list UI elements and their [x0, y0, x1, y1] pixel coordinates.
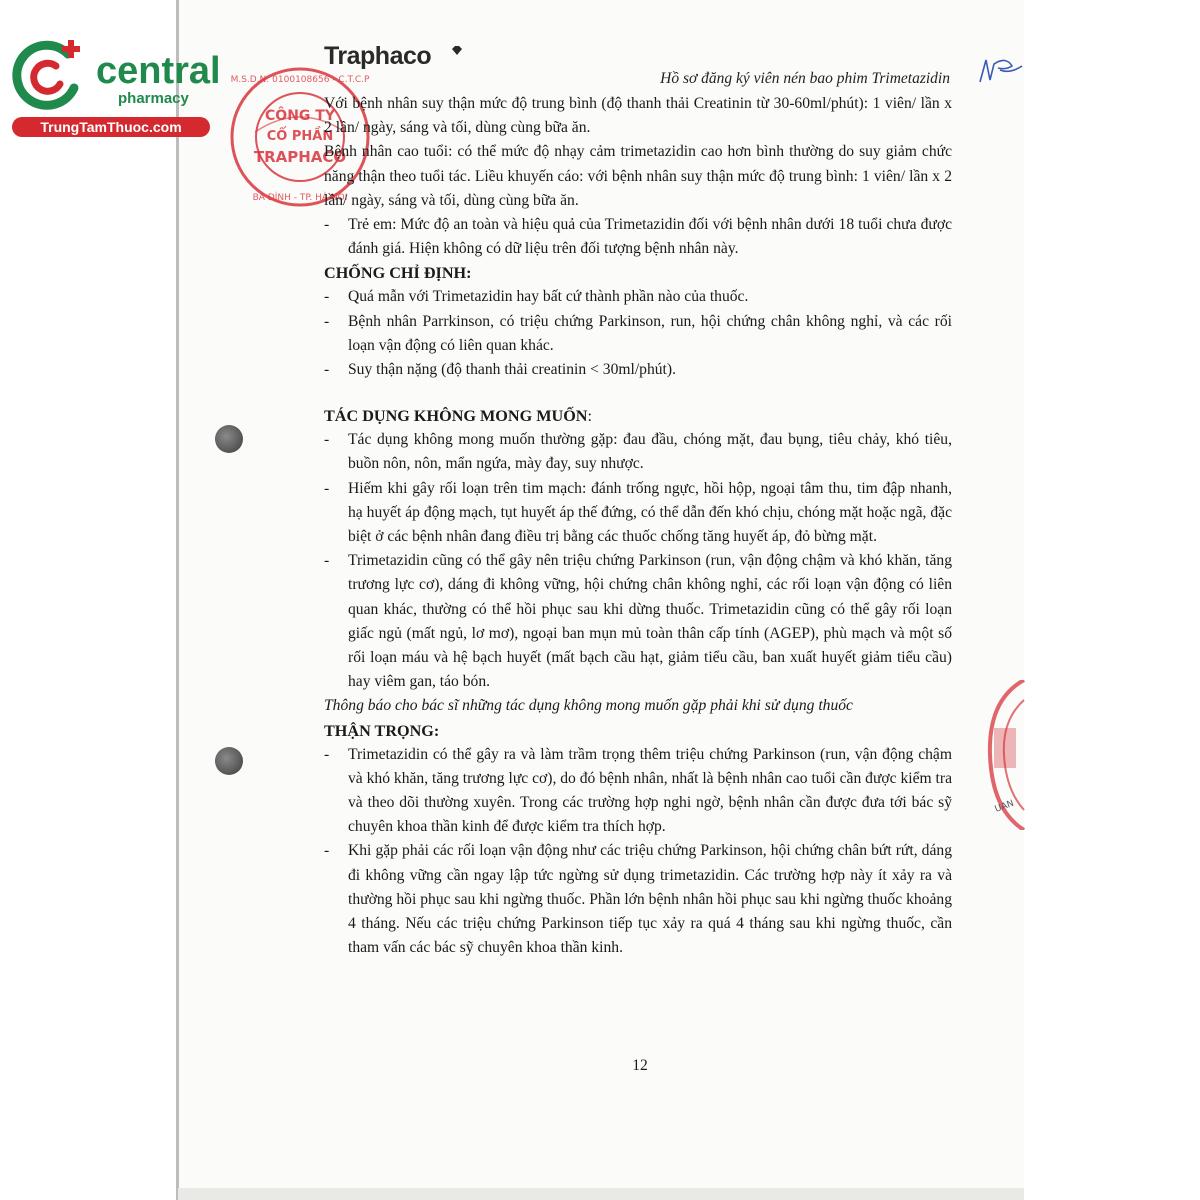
renal-dosage-paragraph: Với bệnh nhân suy thận mức độ trung bình (độ thanh thải Creatinin từ 30-60ml/phút): 1 viên/ lần x 2 lần/ ngày, sáng và tối, dùng cùng bữa ăn.: [324, 95, 952, 137]
document-reference: Hồ sơ đăng ký viên nén bao phim Trimetazidin: [660, 70, 950, 87]
svg-text:CÔNG TY: CÔNG TY: [265, 108, 335, 124]
list-item: - Hiếm khi gây rối loạn trên tim mạch: đánh trống ngực, hồi hộp, ngoại tâm thu, tim đập nhanh, hạ huyết áp động mạch, tụt huyết áp thế đứng, có thể dẫn đến khó chịu, chóng mặt hoặc ngã, đặc biệt ở các bệnh nhân đang điều trị bằng các thuốc chống tăng huyết áp, đỏ bừng mặt.: [324, 479, 952, 546]
adverse-effects-notice: Thông báo cho bác sĩ những tác dụng không mong muốn gặp phải khi sử dụng thuốc: [324, 697, 853, 715]
logo-wordmark: central: [96, 50, 221, 92]
list-item: - Tác dụng không mong muốn thường gặp: đau đầu, chóng mặt, đau bụng, tiêu chảy, khó tiêu, buồn nôn, nôn, mẩn ngứa, mày đay, suy nhược.: [324, 431, 952, 473]
adverse-effects-heading: TÁC DỤNG KHÔNG MONG MUỐN:: [324, 407, 592, 426]
list-item: - Trimetazidin cũng có thể gây nên triệu chứng Parkinson (run, vận động chậm và khó khăn, tăng trương lực cơ), dáng đi không vững, hội chứng chân không nghỉ, các rối loạn vận động có liên quan khác, thường có thể hồi phục sau khi dừng thuốc. Trimetazidin cũng có thể gây rối loạn giấc ngủ (mất ngủ, lơ mơ), ngoại ban mụn mủ toàn thân cấp tính (AGEP), phù mạch và một số rối loạn máu và hệ bạch huyết (mất bạch cầu hạt, giảm tiểu cầu, ban xuất huyết giảm tiểu cầu) hay viêm gan, táo bón.: [324, 552, 952, 691]
svg-text:M.S.D.N: 0100108656 - C.T.C.P: M.S.D.N: 0100108656 - C.T.C.P: [230, 75, 370, 85]
partial-side-stamp: [984, 680, 1026, 830]
page-number: 12: [632, 1057, 648, 1074]
page-bottom-edge: [178, 1188, 1024, 1200]
elderly-dosage-paragraph: Bệnh nhân cao tuổi: có thể mức độ nhạy cảm trimetazidin cao hơn bình thường do suy giảm chức năng thận theo tuổi tác. Liều khuyến cáo: với bệnh nhân suy thận mức độ trung bình: 1 viên/ lần x 2 lần/ ngày, sáng và tối, dùng cùng bữa ăn.: [324, 143, 952, 209]
list-item: - Khi gặp phải các rối loạn vận động như các triệu chứng Parkinson, hội chứng chân bứt rứt, dáng đi không vững cần ngay lập tức ngừng sử dụng trimetazidin. Các trường hợp này ít xảy ra và thường hồi phục sau khi ngừng thuốc. Phần lớn bệnh nhân hồi phục sau khi ngừng thuốc khoảng 4 tháng. Nếu các triệu chứng Parkinson tiếp tục xảy ra quá 4 tháng sau khi ngừng thuốc, cần tham vấn các bác sỹ chuyên khoa thần kinh.: [324, 842, 952, 957]
pharmacy-cross-icon: [10, 36, 90, 116]
binder-hole-top: [215, 425, 243, 453]
document-body: [324, 92, 952, 961]
contraindications-heading: CHỐNG CHỈ ĐỊNH:: [324, 264, 472, 283]
svg-text:UAN: UAN: [993, 798, 1016, 815]
svg-text:BA ĐÌNH - TP. HÀ NỘI: BA ĐÌNH - TP. HÀ NỘI: [252, 193, 348, 203]
svg-text:TRAPHACO: TRAPHACO: [253, 148, 347, 166]
precautions-heading: THẬN TRỌNG:: [324, 721, 440, 740]
list-item: - Trimetazidin có thể gây ra và làm trầm trọng thêm triệu chứng Parkinson (run, vận động chậm và khó khăn, tăng trương lực cơ), do đó bệnh nhân, nhất là bệnh nhân cao tuổi cần được kiểm tra và theo dõi thường xuyên. Trong các trường hợp nghi ngờ, bệnh nhân cần được đưa tới bác sỹ chuyên khoa thần kinh để được kiểm tra thích hợp.: [324, 745, 952, 836]
handwritten-signature: [976, 52, 1026, 92]
brand-diamond-icon: [451, 46, 463, 56]
svg-text:CỔ PHẦN: CỔ PHẦN: [266, 129, 334, 144]
company-brand: Traphaco: [324, 42, 432, 70]
list-item: - Suy thận nặng (độ thanh thải creatinin < 30ml/phút).: [324, 361, 676, 379]
logo-site-badge[interactable]: TrungTamThuoc.com: [12, 117, 210, 137]
binder-hole-bottom: [215, 747, 243, 775]
list-item: - Quá mẫn với Trimetazidin hay bất cứ thành phần nào của thuốc.: [324, 288, 749, 306]
logo-subtitle: pharmacy: [118, 90, 189, 107]
list-item: - Bệnh nhân Parrkinson, có triệu chứng Parkinson, run, hội chứng chân không nghỉ, và các rối loạn vận động có liên quan khác.: [324, 312, 952, 354]
page-edge: [176, 0, 179, 1200]
list-item: - Trẻ em: Mức độ an toàn và hiệu quả của Trimetazidin đối với bệnh nhân dưới 18 tuổi chưa được đánh giá. Hiện không có dữ liệu trên đối tượng bệnh nhân này.: [324, 216, 952, 258]
